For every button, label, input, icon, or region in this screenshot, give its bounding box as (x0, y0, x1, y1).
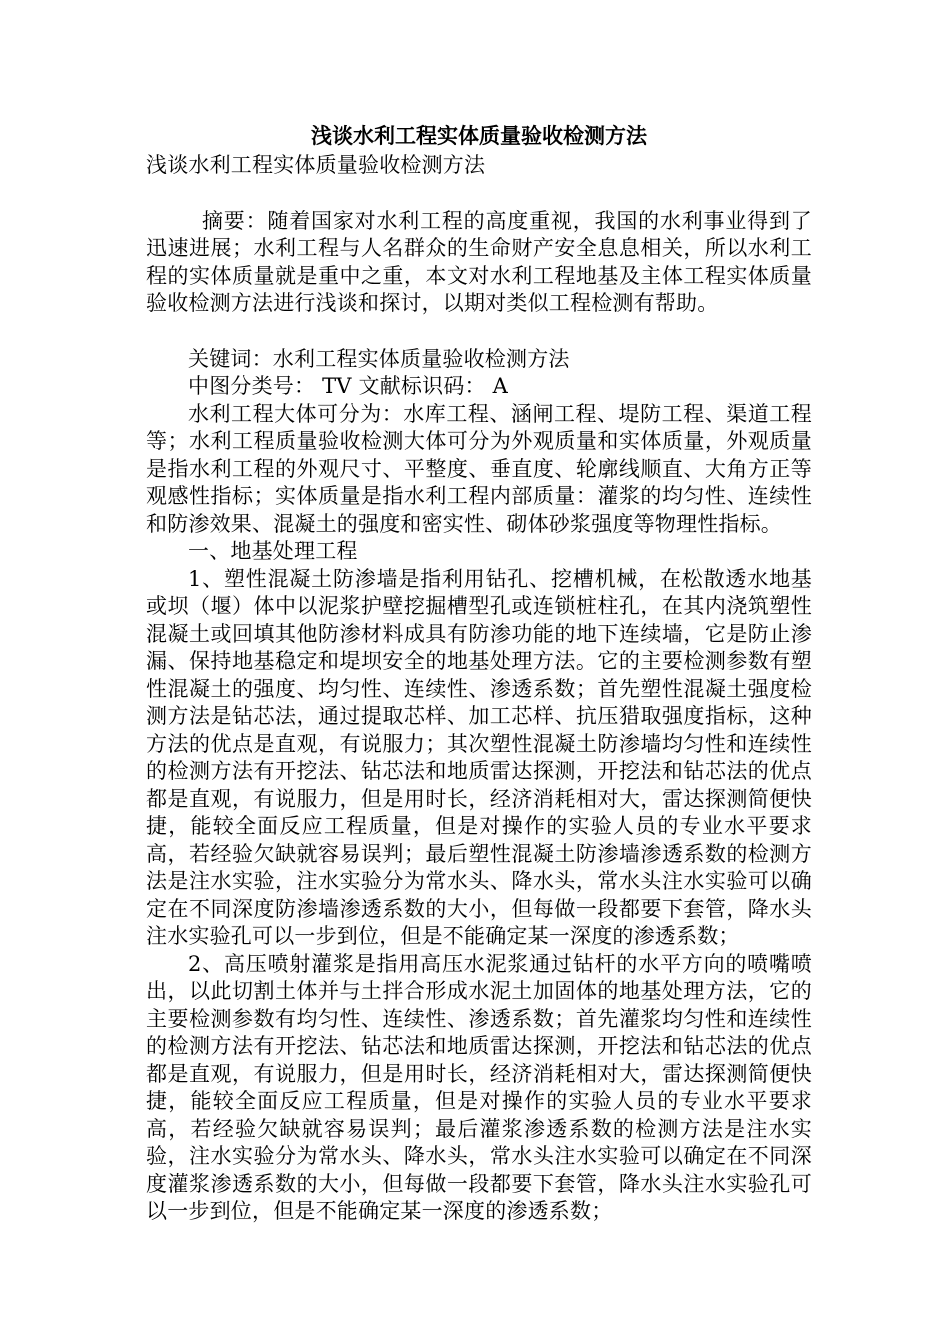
section-heading: 一、地基处理工程 (188, 539, 358, 563)
document-title: 浅谈水利工程实体质量验收检测方法 (311, 123, 647, 148)
document-subtitle: 浅谈水利工程实体质量验收检测方法 (146, 153, 486, 177)
keywords-line: 关键词：水利工程实体质量验收检测方法 (188, 346, 570, 371)
item-1-paragraph: 1、塑性混凝土防渗墙是指利用钻孔、挖槽机械，在松散透水地基或坝（堰）体中以泥浆护壁挖掘槽型孔或连锁桩柱孔，在其内浇筑塑性混凝土或回填其他防渗材料成具有防渗功能的地下连续墙，它是防止渗漏、保持地基稳定和堤坝安全的地基处理方法。它的主要检测参数有塑性混凝土的强度、均匀性、连续性、渗透系数；首先塑性混凝土强度检测方法是钻芯法，通过提取芯样、加工芯样、抗压猎取强度指标，这种方法的优点是直观，有说服力；其次塑性混凝土防渗墙均匀性和连续性的检测方法有开挖法、钻芯法和地质雷达探测，开挖法和钻芯法的优点都是直观，有说服力，但是用时长，经济消耗相对大，雷达探测简便快捷，能较全面反应工程质量，但是对操作的实验人员的专业水平要求高，若经验欠缺就容易误判；最后塑性混凝土防渗墙渗透系数的检测方法是注水实验，注水实验分为常水头、降水头，常水头注水实验可以确定在不同深度防渗墙渗透系数的大小，但每做一段都要下套管，降水头注水实验孔可以一步到位，但是不能确定某一深度的渗透系数； (146, 566, 812, 948)
document-page (146, 120, 812, 1226)
item-2-paragraph: 2、高压喷射灌浆是指用高压水泥浆通过钻杆的水平方向的喷嘴喷出，以此切割土体并与土拌合形成水泥土加固体的地基处理方法，它的主要检测参数有均匀性、连续性、渗透系数；首先灌浆均匀性和连续性的检测方法有开挖法、钻芯法和地质雷达探测，开挖法和钻芯法的优点都是直观，有说服力，但是用时长，经济消耗相对大，雷达探测简便快捷，能较全面反应工程质量，但是对操作的实验人员的专业水平要求高，若经验欠缺就容易误判；最后灌浆渗透系数的检测方法是注水实验，注水实验分为常水头、降水头，常水头注水实验可以确定在不同深度灌浆渗透系数的大小，但每做一段都要下套管，降水头注水实验孔可以一步到位，但是不能确定某一深度的渗透系数； (146, 951, 812, 1223)
intro-paragraph: 水利工程大体可分为：水库工程、涵闸工程、堤防工程、渠道工程等；水利工程质量验收检测大体可分为外观质量和实体质量，外观质量是指水利工程的外观尺寸、平整度、垂直度、轮廓线顺直、大角方正等观感性指标；实体质量是指水利工程内部质量：灌浆的均匀性、连续性和防渗效果、混凝土的强度和密实性、砌体砂浆强度等物理性指标。 (146, 401, 812, 536)
abstract-paragraph: 摘要：随着国家对水利工程的高度重视，我国的水利事业得到了迅速进展；水利工程与人名群众的生命财产安全息息相关，所以水利工程的实体质量就是重中之重，本文对水利工程地基及主体工程实体质量验收检测方法进行浅谈和探讨，以期对类似工程检测有帮助。 (146, 208, 812, 315)
classification-line: 中图分类号： TV 文献标识码： A (188, 374, 508, 398)
paragraph-gap (146, 318, 812, 346)
